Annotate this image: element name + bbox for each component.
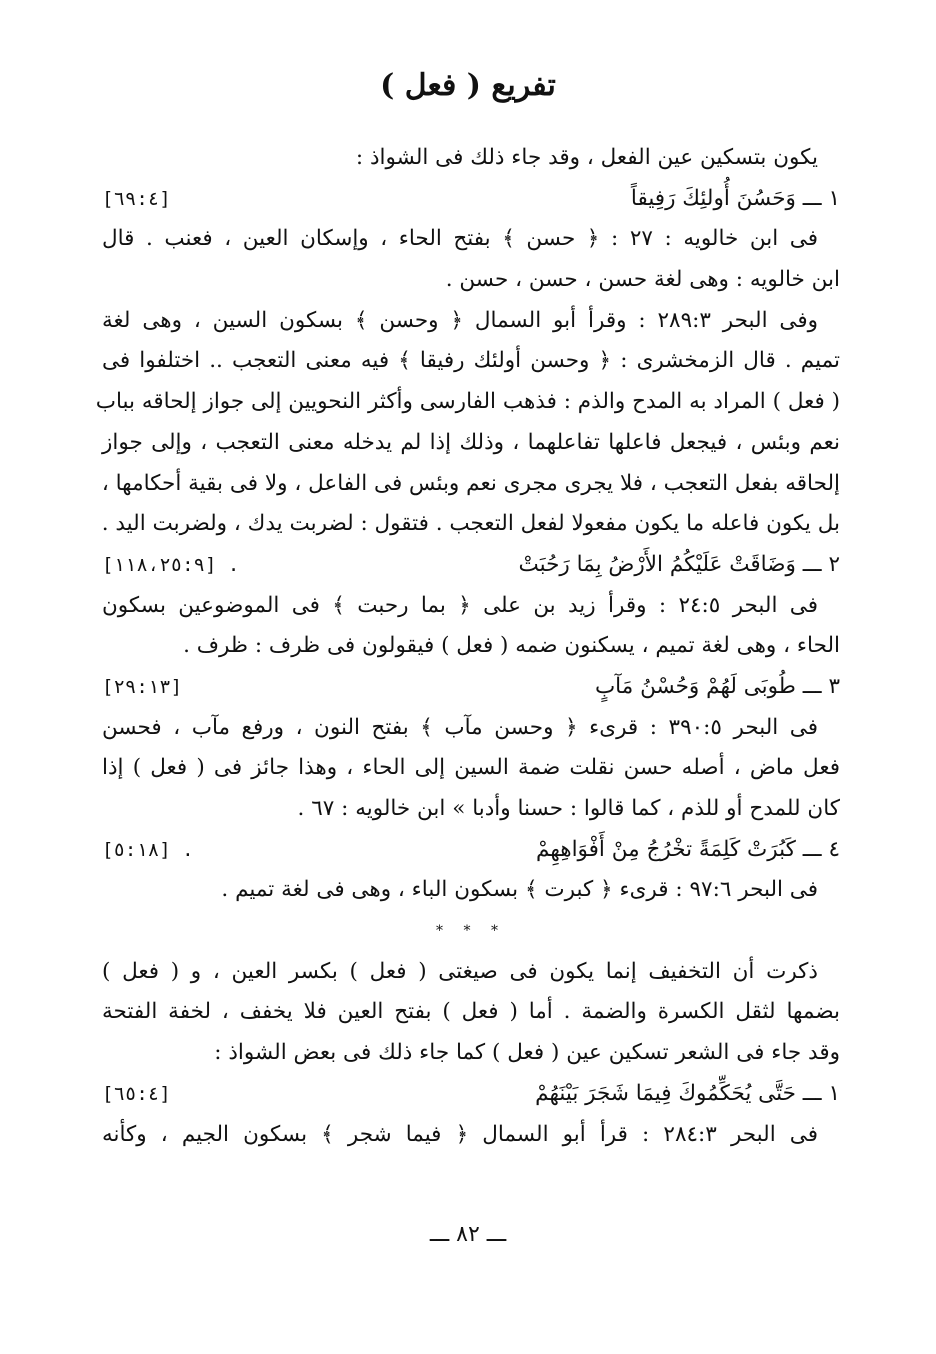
text-line: وقد جاء فى الشعر تسكين عين ( فعل ) كما جاء ذلك فى بعض الشواذ : [214, 1040, 840, 1066]
verse-line [102, 1074, 840, 1115]
verse-reference: [١١٨،٢٥:٩] . [102, 553, 240, 576]
text-line: وفى البحر ٢٨٩:٣ : وقرأ أبو السمال ﴿ وحسن ﴾ بسكون السين ، وهى لغة [102, 307, 818, 333]
verse-reference: [٢٩:١٣] [102, 675, 183, 698]
text-line: فى البحر ٩٧:٦ : قرىء ﴿ كبرت ﴾ بسكون الباء ، وهى فى لغة تميم . [221, 877, 818, 903]
text-line: فى البحر ٣٩٠:٥ : قرىء ﴿ وحسن مآب ﴾ بفتح النون ، ورفع مآب ، فحسن [102, 714, 818, 740]
verse-text: ١ ـــ وَحَسُنَ أُولئِكَ رَفِيقاً [630, 185, 840, 211]
page-title: تفريع ( فعل ) [380, 68, 556, 103]
text-line: إلحاقه بفعل التعجب ، فلا يجرى مجرى نعم وبئس فى الفاعل ، ولا فى بقية أحكامها ، [101, 470, 840, 496]
text-line: نعم وبئس ، فيجعل فاعلها تفاعلهما ، وذلك إذا لم يدخله معنى التعجب ، وإلى جواز [102, 429, 840, 455]
verse-text: ٣ ـــ طُوبَى لَهُمْ وَحُسْنُ مَآبٍ [594, 673, 840, 699]
text-line: الحاء ، وهى لغة تميم ، يسكنون ضمه ( فعل ) فيقولون فى ظرف : ظرف . [183, 633, 840, 659]
verse-line [102, 179, 840, 220]
text-line: فى البحر ٢٨٤:٣ : قرأ أبو السمال ﴿ فيما شجر ﴾ بسكون الجيم ، وكأنه [102, 1121, 818, 1147]
text-line: فعل ماض ، أصله حسن نقلت ضمة السين إلى الحاء ، وهذا جائز فى ( فعل ) إذا [102, 755, 840, 781]
text-line: فى البحر ٢٤:٥ : وقرأ زيد بن على ﴿ بما رحبت ﴾ فى الموضوعين بسكون [102, 592, 818, 618]
section-separator: * * * [436, 923, 506, 940]
verse-line [102, 545, 840, 586]
text-line: ذكرت أن التخفيف إنما يكون فى صيغتى ( فعل ) بكسر العين ، و ( فعل ) [102, 958, 818, 984]
verse-text: ١ ـــ حَتَّى يُحَكِّمُوكَ فِيمَا شَجَرَ بَيْنَهُمْ [535, 1080, 840, 1106]
verse-text: ٢ ـــ وَضَاقَتْ عَلَيْكُمُ الأَرْضُ بِمَا رَحُبَتْ [518, 551, 840, 577]
text-line: ابن خالويه : وهى لغة حسن ، حسن ، حسن . [445, 267, 840, 293]
text-line: ( فعل ) المراد به المدح والذم : فذهب الفارسى وأكثر النحويين إلى جواز إلحاقه بباب [95, 389, 840, 415]
verse-reference: [٦٩:٤] [102, 187, 171, 210]
verse-text: ٤ ـــ كَبُرَتْ كَلِمَةً تخْرُجُ مِنْ أَفْوَاهِهِمْ [536, 836, 840, 862]
text-line: كان للمدح أو للذم ، كما قالوا : حسنا وأدبا » ابن خالويه : ٦٧ . [297, 796, 840, 821]
page-number: ـــ ٨٢ ـــ [429, 1222, 507, 1247]
verse-reference: [٦٥:٤] [102, 1082, 171, 1105]
text-line: بضمها لثقل الكسرة والضمة . أما ( فعل ) بفتح العين فلا يخفف ، لخفة الفتحة [102, 999, 840, 1025]
verse-reference: [٥:١٨] . [102, 838, 194, 861]
verse-line [102, 830, 840, 871]
verse-line [102, 667, 840, 708]
text-line: بل يكون فاعله ما يكون مفعولا لفعل التعجب . فتقول : لضربت يدك ، ولضربت اليد . [101, 511, 840, 537]
text-line: تميم . قال الزمخشرى : ﴿ وحسن أولئك رفيقا ﴾ فيه معنى التعجب .. اختلفوا فى [102, 348, 840, 374]
text-line: فى ابن خالويه : ٢٧ : ﴿ حسن ﴾ بفتح الحاء ، وإسكان العين ، فعنب . قال [102, 226, 819, 252]
text-line: يكون بتسكين عين الفعل ، وقد جاء ذلك فى الشواذ : [355, 145, 818, 170]
page-body [95, 138, 840, 1155]
